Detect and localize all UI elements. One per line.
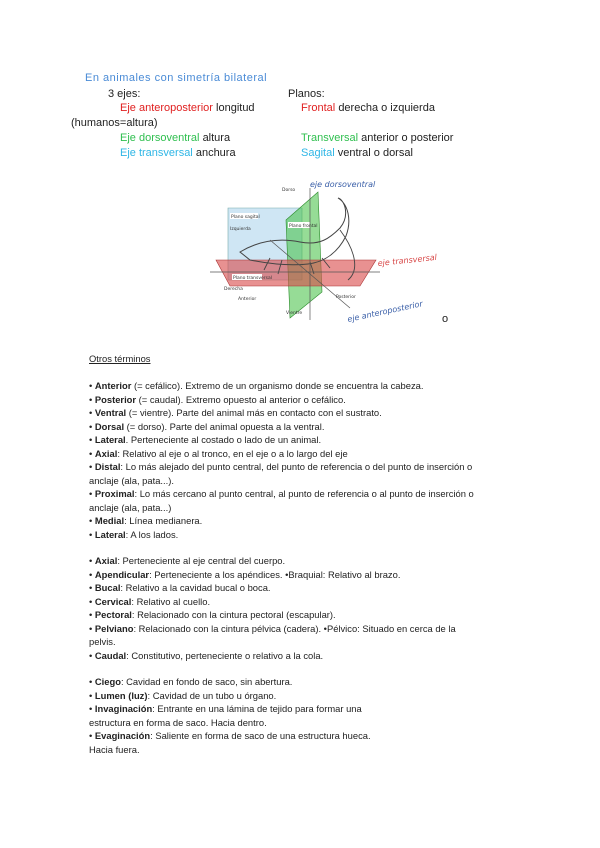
term-name: Distal <box>94 461 121 472</box>
term-name: Posterior <box>94 393 137 405</box>
term-item: • Lateral. Perteneciente al costado o lado de un animal. <box>89 434 322 445</box>
term-item: • Cervical: Relativo al cuello. <box>89 595 211 607</box>
term-desc: (= caudal). Extremo opuesto al anterior o cefálico. <box>136 393 346 405</box>
axis-name: Eje dorsoventral <box>120 132 200 144</box>
axis-name: Eje transversal <box>120 147 193 159</box>
term-continuation: estructura en forma de saco. Hacia dentro. <box>89 716 267 728</box>
term-desc: : Cavidad en fondo de saco, sin abertura. <box>120 676 293 687</box>
fig-label-izquierda: Izquierda <box>230 227 251 232</box>
axis-name: Eje anteroposterior <box>120 102 213 114</box>
term-desc: : Saliente en forma de saco de una estructura hueca. <box>150 730 371 741</box>
fig-label-posterior: Posterior <box>336 295 356 300</box>
term-name: Ventral <box>94 407 127 418</box>
axis-desc: anchura <box>195 147 236 159</box>
plane-desc: ventral o dorsal <box>337 147 413 159</box>
fig-label-plano-transversal: Plano transversal <box>233 276 272 281</box>
term-name: Cervical <box>94 595 132 607</box>
plane-name: Frontal <box>301 102 336 114</box>
fig-label-eje-transversal: eje transversal <box>377 252 438 268</box>
term-desc: : Perteneciente a los apéndices. •Braquial: Relativo al brazo. <box>149 568 401 580</box>
term-item: • Invaginación: Entrante en una lámina de tejido para formar una <box>89 703 362 714</box>
section-title: Otros términos <box>89 353 151 364</box>
plane-row-frontal <box>301 102 435 114</box>
fig-label-anterior: Anterior <box>238 297 257 302</box>
term-item: • Medial: Línea medianera. <box>89 515 203 526</box>
axis-row-transversal <box>120 147 236 159</box>
fig-label-derecha: Derecha <box>224 287 243 292</box>
term-desc: : Relativo a la cavidad bucal o boca. <box>120 582 271 593</box>
axis-row-anteroposterior <box>120 102 255 114</box>
term-desc: (= cefálico). Extremo de un organismo donde se encuentra la cabeza. <box>131 380 424 391</box>
term-continuation: anclaje (ala, pata...) <box>89 501 172 513</box>
term-desc: (= dorso). Parte del animal opuesta a la ventral. <box>124 420 325 432</box>
term-desc: : Relativo al eje o al tronco, en el eje o a lo largo del eje <box>117 447 348 459</box>
term-desc: : Relativo al cuello. <box>131 595 211 607</box>
term-item: • Caudal: Constitutivo, perteneciente o relativo a la cola. <box>89 649 324 661</box>
body-planes-illustration <box>210 180 450 325</box>
term-item: • Ventral (= vientre). Parte del animal más en contacto con el sustrato. <box>89 407 382 418</box>
term-item: • Pectoral: Relacionado con la cintura pectoral (escapular). <box>89 609 336 620</box>
term-name: Pelviano <box>94 622 134 634</box>
axis-row-dorsoventral <box>120 132 230 144</box>
term-desc: : Cavidad de un tubo u órgano. <box>147 689 277 701</box>
term-desc: : Perteneciente al eje central del cuerpo. <box>117 555 286 566</box>
term-name: Evaginación <box>94 730 151 741</box>
term-desc: : Lo más alejado del punto central, del punto de referencia o del punto de inserción o <box>120 461 473 472</box>
axes-label: 3 ejes: <box>108 88 141 100</box>
fig-label-eje-dorsoventral: eje dorsoventral <box>310 180 376 189</box>
term-desc: : Relacionado con la cintura pectoral (escapular). <box>131 609 336 620</box>
term-name: Pectoral <box>94 609 132 620</box>
plane-desc: derecha o izquierda <box>338 102 435 114</box>
fig-label-plano-frontal: Plano frontal <box>289 224 318 229</box>
frontal-plane <box>216 260 376 286</box>
term-name: Axial <box>94 447 118 459</box>
term-item: • Axial: Perteneciente al eje central del cuerpo. <box>89 555 286 566</box>
term-name: Lateral <box>94 528 126 540</box>
term-item: • Distal: Lo más alejado del punto central, del punto de referencia o del punto de inserción o <box>89 461 473 472</box>
page-title: En animales con simetría bilateral <box>85 72 268 84</box>
fig-label-dorso: Dorso <box>282 188 296 193</box>
term-continuation: anclaje (ala, pata...). <box>89 474 174 486</box>
term-name: Medial <box>94 515 125 526</box>
axis-desc: longitud <box>216 102 255 114</box>
axis-desc: altura <box>202 132 231 144</box>
plane-name: Sagital <box>301 147 335 159</box>
term-name: Invaginación <box>94 703 153 714</box>
term-item: • Apendicular: Perteneciente a los apéndices. •Braquial: Relativo al brazo. <box>89 568 401 580</box>
planes-label: Planos: <box>288 88 325 100</box>
term-name: Dorsal <box>94 420 125 432</box>
term-name: Anterior <box>94 380 132 391</box>
term-continuation: Hacia fuera. <box>89 743 140 755</box>
term-name: Lateral <box>94 434 126 445</box>
plane-row-sagital <box>301 147 413 159</box>
term-desc: . Perteneciente al costado o lado de un animal. <box>125 434 322 445</box>
fig-label-plano-sagital: Plano sagital <box>231 215 260 220</box>
term-desc: (= vientre). Parte del animal más en contacto con el sustrato. <box>126 407 382 418</box>
term-name: Apendicular <box>94 568 150 580</box>
fig-label-eje-anteroposterior: eje anteroposterior <box>346 299 424 324</box>
term-desc: : Constitutivo, perteneciente o relativo a la cola. <box>126 649 324 661</box>
term-name: Proximal <box>94 488 135 499</box>
term-item: • Dorsal (= dorso). Parte del animal opuesta a la ventral. <box>89 420 325 432</box>
term-name: Caudal <box>94 649 127 661</box>
term-item: • Evaginación: Saliente en forma de saco de una estructura hueca. <box>89 730 371 741</box>
term-item: • Pelviano: Relacionado con la cintura pélvica (cadera). •Pélvico: Situado en cerca de la <box>89 622 456 634</box>
term-desc: : A los lados. <box>125 528 179 540</box>
trailing-letter: o <box>442 313 449 325</box>
fig-label-vientre: Vientre <box>286 311 303 316</box>
term-desc: : Lo más cercano al punto central, al punto de referencia o al punto de inserción o <box>134 488 474 499</box>
term-item: • Anterior (= cefálico). Extremo de un organismo donde se encuentra la cabeza. <box>89 380 424 391</box>
term-desc: : Relacionado con la cintura pélvica (cadera). •Pélvico: Situado en cerca de la <box>133 622 456 634</box>
term-item: • Axial: Relativo al eje o al tronco, en el eje o a lo largo del eje <box>89 447 348 459</box>
term-name: Lumen (luz) <box>94 689 148 701</box>
term-item: • Lumen (luz): Cavidad de un tubo u órgano. <box>89 689 277 701</box>
term-item: • Posterior (= caudal). Extremo opuesto al anterior o cefálico. <box>89 393 346 405</box>
term-item: • Ciego: Cavidad en fondo de saco, sin abertura. <box>89 676 293 687</box>
term-item: • Lateral: A los lados. <box>89 528 179 540</box>
axes-note: (humanos=altura) <box>71 117 158 129</box>
term-item: • Bucal: Relativo a la cavidad bucal o boca. <box>89 582 271 593</box>
plane-name: Transversal <box>301 132 359 144</box>
body-planes-figure <box>210 180 450 325</box>
term-desc: : Entrante en una lámina de tejido para formar una <box>152 703 362 714</box>
term-desc: : Línea medianera. <box>124 515 203 526</box>
plane-row-transversal <box>301 132 453 144</box>
term-name: Axial <box>94 555 118 566</box>
term-item: • Proximal: Lo más cercano al punto central, al punto de referencia o al punto de inserción o <box>89 488 474 499</box>
term-name: Bucal <box>94 582 121 593</box>
term-continuation: pelvis. <box>89 636 116 647</box>
plane-desc: anterior o posterior <box>361 132 454 144</box>
term-name: Ciego <box>94 676 121 687</box>
